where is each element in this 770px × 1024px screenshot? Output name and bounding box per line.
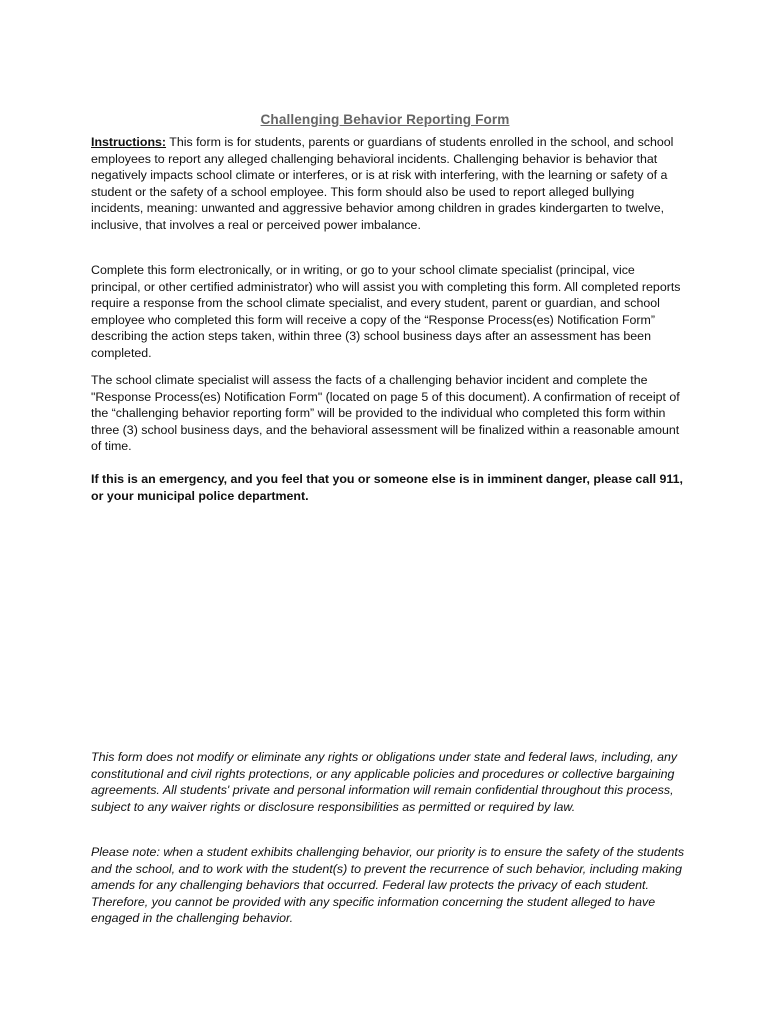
privacy-note: Please note: when a student exhibits challenging behavior, our priority is to ensure the safety of the students and the school, and to work with the student(s) to prevent the recurrence of such behavior, including making amends for any challenging behaviors that occurred. Federal law protects the privacy of each student. Therefore, you cannot be provided with any specific information concerning the student alleged to have engaged in the challenging behavior. [91, 845, 685, 926]
instructions-label: Instructions: [91, 135, 167, 149]
instructions-paragraph [91, 134, 687, 234]
rights-disclaimer: This form does not modify or eliminate any rights or obligations under state and federal laws, including, any constitutional and civil rights protections, or any applicable policies and procedures or collective bargaining agreements. All students' private and personal information will remain confidential throughout this process, subject to any waiver rights or disclosure responsibilities as permitted or required by law. [91, 750, 678, 814]
emergency-notice: If this is an emergency, and you feel that you or someone else is in imminent danger, please call 911, or your municipal police department. [91, 472, 683, 503]
instructions-text: This form is for students, parents or guardians of students enrolled in the school, and school employees to report any alleged challenging behavioral incidents. Challenging behavior is behavior that negatively impacts school climate or interferes, or is at risk with interfering, with the learning or safety of a student or the safety of a school employee. This form should also be used to report alleged bullying incidents, meaning: unwanted and aggressive behavior among children in grades kindergarten to twelve, inclusive, that involves a real or perceived power imbalance. [91, 135, 674, 232]
form-title: Challenging Behavior Reporting Form [260, 112, 510, 127]
completion-paragraph: Complete this form electronically, or in writing, or go to your school climate specialist (principal, vice principal, or other certified administrator) who will assist you with completing this form. All completed reports require a response from the school climate specialist, and every student, parent or guardian, and school employee who completed this form will receive a copy of the “Response Process(es) Notification Form” describing the action steps taken, within three (3) school business days after an assessment has been completed. [91, 263, 681, 360]
assessment-paragraph: The school climate specialist will assess the facts of a challenging behavior incident and complete the "Response Process(es) Notification Form" (located on page 5 of this document). A confirmation of receipt of the “challenging behavior reporting form” will be provided to the individual who completed this form within three (3) school business days, and the behavioral assessment will be finalized within a reasonable amount of time. [91, 373, 680, 454]
